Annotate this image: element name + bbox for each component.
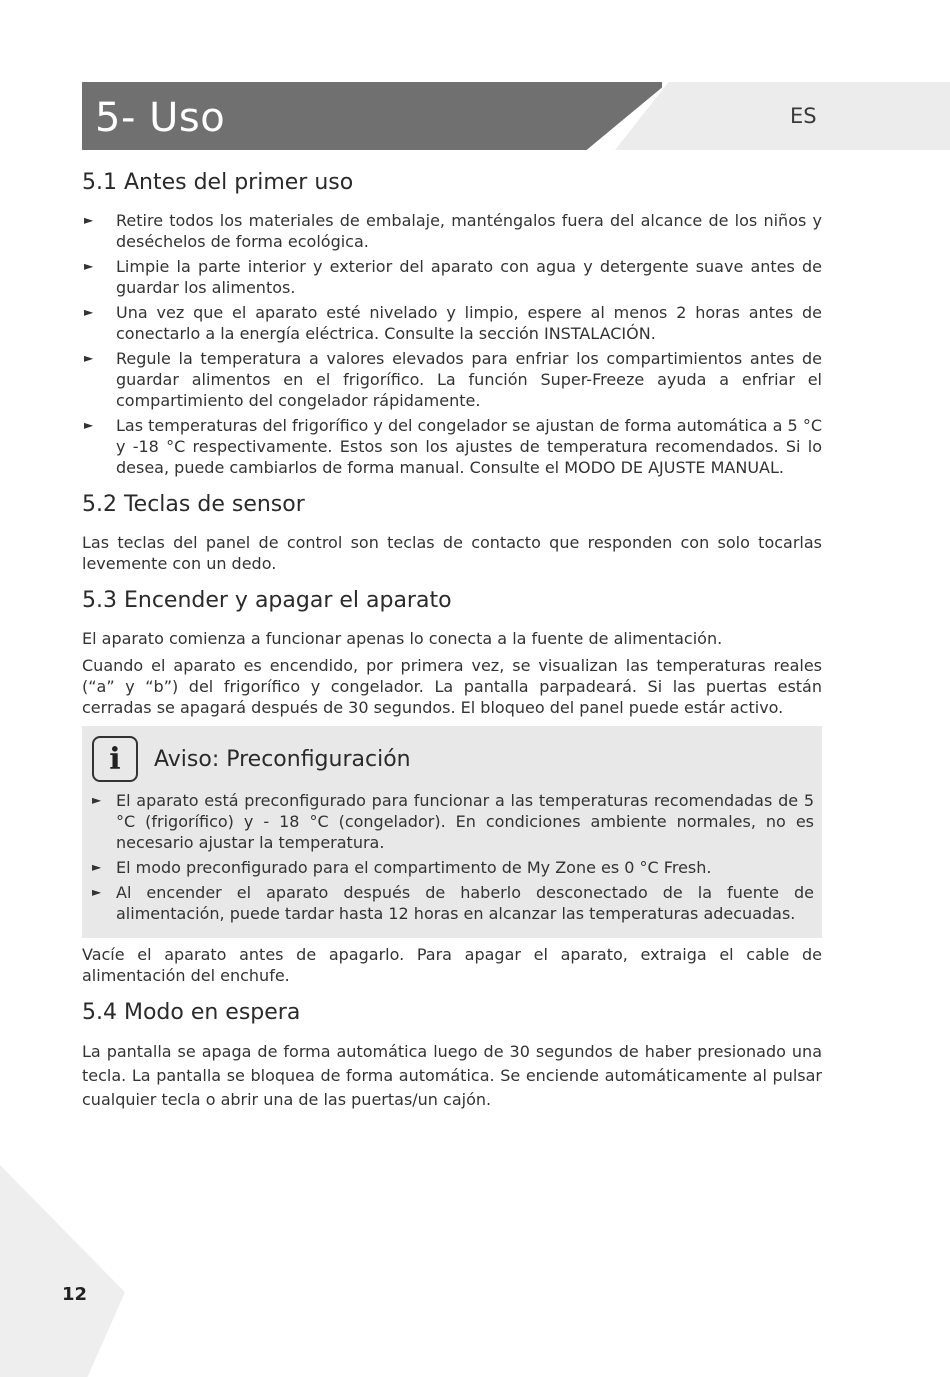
bullet-arrow-icon: ► (84, 351, 94, 365)
notice-box (82, 726, 822, 938)
paragraph: Las teclas del panel de control son teclas de contacto que responden con solo tocarlas levemente con un dedo. (82, 533, 822, 573)
bullet-arrow-icon: ► (92, 860, 102, 874)
bullet-list (82, 210, 822, 478)
notice-title: Aviso: Preconfiguración (154, 746, 411, 772)
section-before-first-use (82, 166, 822, 478)
section-title: 5.4 Modo en espera (82, 1000, 301, 1025)
paragraph: Vacíe el aparato antes de apagarlo. Para apagar el aparato, extraiga el cable de alimentación del enchufe. (82, 945, 822, 985)
section-title: 5.1 Antes del primer uso (82, 170, 354, 195)
page-content (82, 166, 822, 1122)
bullet-arrow-icon: ► (92, 793, 102, 807)
paragraph: El aparato comienza a funcionar apenas lo conecta a la fuente de alimentación. (82, 629, 723, 648)
section-power-on-off (82, 584, 822, 986)
list-item: ► Una vez que el aparato esté nivelado y limpio, espere al menos 2 horas antes de conectarlo a la energía eléctrica. Consulte la sección INSTALACIÓN. (84, 303, 822, 343)
bullet-arrow-icon: ► (84, 418, 94, 432)
bullet-arrow-icon: ► (92, 885, 102, 899)
list-item: ► Regule la temperatura a valores elevados para enfriar los compartimientos antes de guardar alimentos en el frigorífico. La función Super-Freeze ayuda a enfriar el compartimiento del congelador rápidamente. (84, 349, 822, 410)
list-item: ► El aparato está preconfigurado para funcionar a las temperaturas recomendadas de 5 °C (frigorífico) y - 18 °C (congelador). En condiciones ambiente normales, no es necesario ajustar la temperatura. (92, 791, 814, 852)
list-item: ► El modo preconfigurado para el compartimento de My Zone es 0 °C Fresh. (92, 858, 712, 877)
paragraph: La pantalla se apaga de forma automática luego de 30 segundos de haber presionado una tecla. La pantalla se bloquea de forma automática. Se enciende automáticamente al pulsar cualquier tecla o abrir una de las puertas/un cajón. (82, 1042, 822, 1109)
language-tab (615, 82, 950, 150)
section-standby-mode (82, 996, 822, 1112)
chapter-title: 5- Uso (95, 95, 226, 141)
list-item: ► Limpie la parte interior y exterior del aparato con agua y detergente suave antes de guardar los alimentos. (84, 257, 822, 297)
notice-header (90, 730, 814, 788)
list-item: ► Retire todos los materiales de embalaje, manténgalos fuera del alcance de los niños y deséchelos de forma ecológica. (84, 211, 822, 251)
list-item: ► Las temperaturas del frigorífico y del congelador se ajustan de forma automática a 5 °C y -18 °C respectivamente. Estos son los ajustes de temperatura recomendados. Si lo desea, puede cambiarlos de forma manual. Consulte el MODO DE AJUSTE MANUAL. (84, 416, 822, 477)
page-corner-decoration (0, 1165, 125, 1377)
section-sensor-keys (82, 488, 822, 574)
bullet-arrow-icon: ► (84, 259, 94, 273)
language-label: ES (790, 104, 817, 128)
paragraph: Cuando el aparato es encendido, por primera vez, se visualizan las temperaturas reales (“a” y “b”) del frigorífico y congelador. La pantalla parpadeará. Si las puertas están cerradas se apagará después de 30 segundos. El bloqueo del panel puede estár activo. (82, 656, 822, 717)
info-icon: i (92, 736, 138, 782)
list-item: ► Al encender el aparato después de haberlo desconectado de la fuente de alimentación, puede tardar hasta 12 horas en alcanzar las temperaturas adecuadas. (92, 883, 814, 923)
notice-bullet-list (90, 790, 814, 924)
page-number: 12 (62, 1284, 88, 1305)
section-title: 5.3 Encender y apagar el aparato (82, 588, 452, 613)
bullet-arrow-icon: ► (84, 305, 94, 319)
bullet-arrow-icon: ► (84, 213, 94, 227)
section-title: 5.2 Teclas de sensor (82, 492, 305, 517)
